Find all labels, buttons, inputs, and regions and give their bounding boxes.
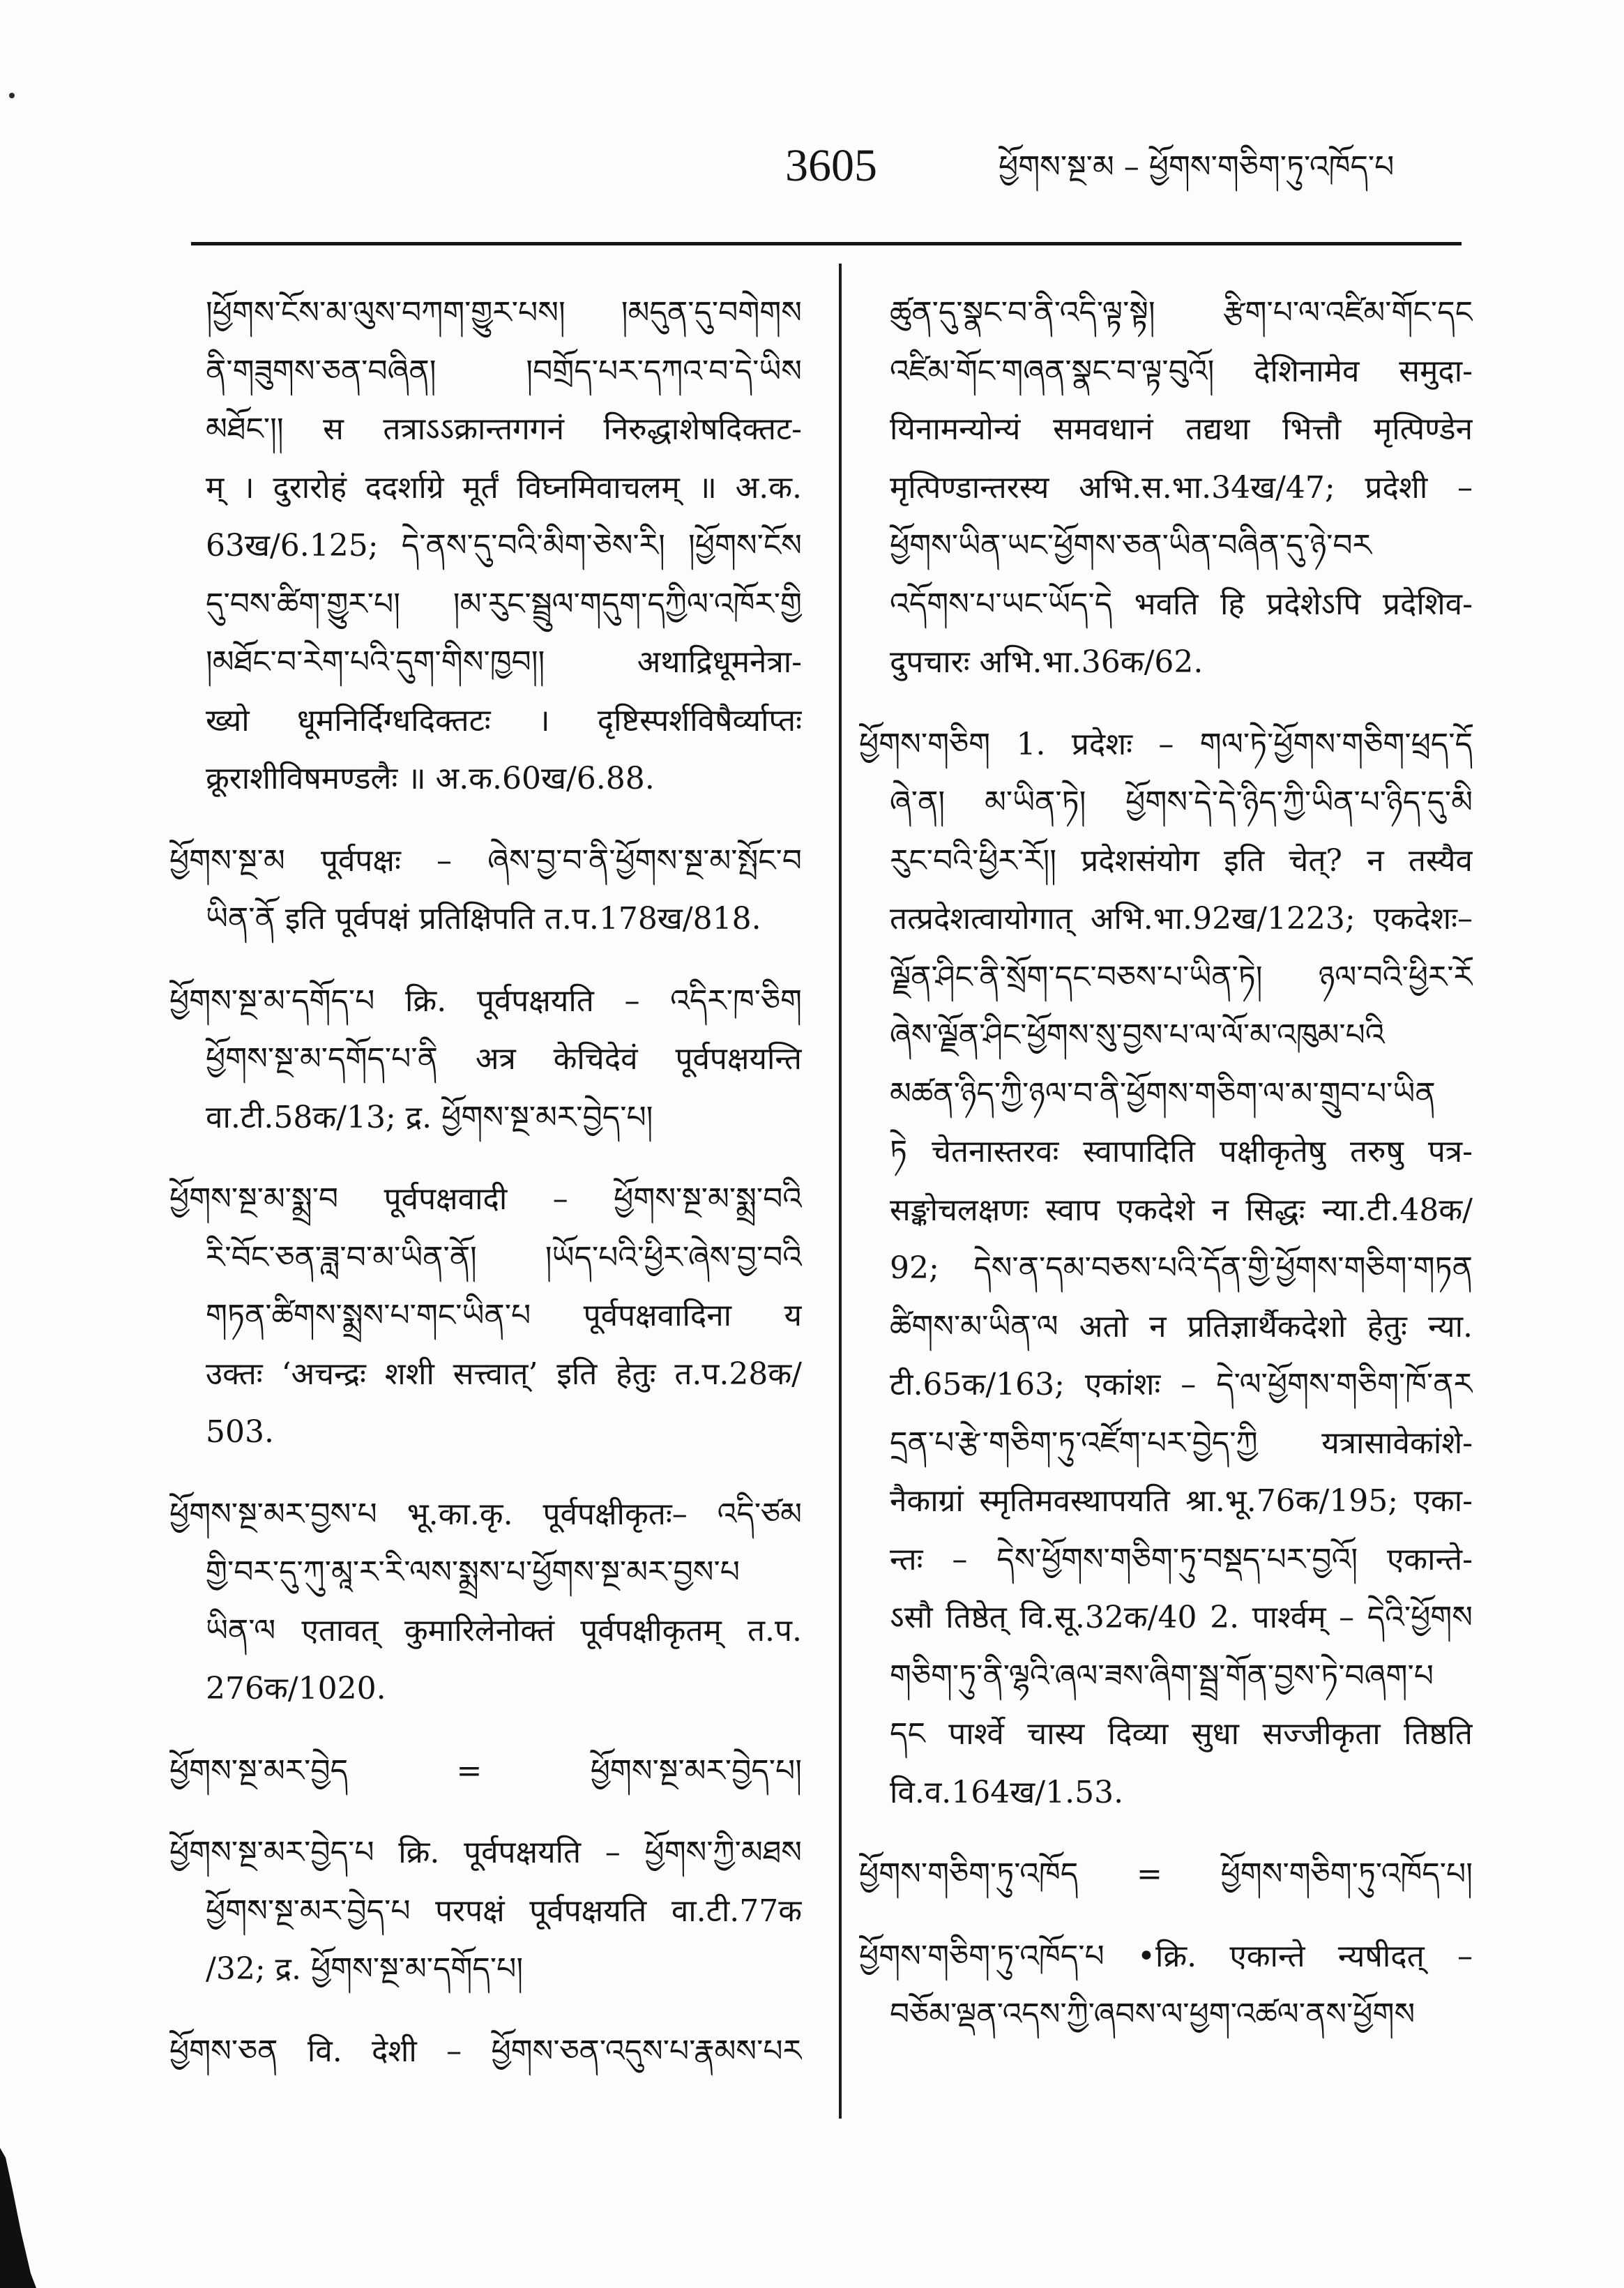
text-line: ཡིན་ལ एतावत् कुमारिलेनोक्तं पूर्वपक्षीकृतम् त.प. <box>206 1612 802 1649</box>
scan-edge-mark <box>0 2148 36 2288</box>
text-line: 503. <box>206 1414 274 1450</box>
dictionary-entry <box>169 972 802 1147</box>
text-line: ནི་གཟུགས་ཅན་བཞིན། །བགྲོད་པར་དཀའ་བ་དེ་ཡིས <box>206 353 802 389</box>
entry-text: = ཕྱོགས་སྔ་མར་བྱེད་པ། <box>456 1752 802 1789</box>
entry-text: पूर्वपक्षः – ཞེས་བྱ་བ་ནི་ཕྱོགས་སྔ་མ་སྤོང་བ <box>320 842 802 879</box>
text-line: དུ་བས་ཚིག་གྱུར་པ། །མ་རུང་སྦྲུལ་གདུག་དཀྱིལ་འཁོར་གྱི <box>206 586 802 622</box>
dictionary-entry <box>859 1927 1473 2044</box>
text-line: ཞེ་ན། མ་ཡིན་ཏེ། ཕྱོགས་དེ་དེ་ཉིད་ཀྱི་ཡིན་པ་ཉིད་དུ་མི <box>890 785 1473 820</box>
dictionary-entry <box>169 1742 802 1801</box>
text-line: 92; དེས་ན་དམ་བཅས་པའི་དོན་གྱི་ཕྱོགས་གཅིག་གཏན <box>890 1250 1473 1286</box>
text-line: वि.व.164ख/1.53. <box>890 1774 1124 1810</box>
dictionary-entry <box>169 1824 802 1999</box>
text-line: सङ्कोचलक्षणः स्वाप एकदेशे न सिद्धः न्या.टी.48क/ <box>890 1192 1473 1228</box>
entry-text: भू.का.कृ. पूर्वपक्षीकृतः– འདི་ཙམ <box>407 1496 802 1532</box>
text-line: यिनामन्योन्यं समवधानं तद्यथा भित्तौ मृत्पिण्डेन <box>890 411 1473 447</box>
entry-first-line <box>169 1824 802 1882</box>
text-line: क्रूराशीविषमण्डलैः ॥ अ.क.60ख/6.88. <box>206 761 655 796</box>
headword: ཕྱོགས་སྔ་མར་བྱེད <box>169 1752 349 1789</box>
headword: ཕྱོགས་སྔ་མ་སྨྲ་བ <box>169 1181 339 1217</box>
page-number: 3605 <box>785 140 877 191</box>
entry-text: क्रि. पूर्वपक्षयति – ཕྱོགས་ཀྱི་མཐས <box>398 1835 802 1870</box>
entry-text: •क्रि. एकान्ते न्यषीदत् – <box>1137 1938 1473 1974</box>
text-line: །མཐོང་བ་རེག་པའི་དུག་གིས་ཁྱབ།། अथाद्रिधूमनेत्रा- <box>206 644 802 680</box>
text-line: ཚིགས་མ་ཡིན་ལ अतो न प्रतिज्ञार्थैकदेशो हेतुः न्या. <box>890 1308 1473 1344</box>
text-line: འདོགས་པ་ཡང་ཡོད་དེ भवति हि प्रदेशेऽपि प्रदेशिव- <box>890 586 1473 622</box>
text-line: म् । दुरारोहं ददर्शाग्रे मूर्तं विघ्नमिवाचलम् ॥ अ.क. <box>206 469 802 506</box>
entry-text: = ཕྱོགས་གཅིག་ཏུ་འཁོད་པ། <box>1136 1856 1473 1892</box>
entry-first-line <box>169 1170 802 1229</box>
text-line: མཚན་ཉིད་ཀྱི་ཉལ་བ་ནི་ཕྱོགས་གཅིག་ལ་མ་གྲུབ་པ་ཡིན <box>890 1075 1436 1112</box>
entry-first-line <box>859 715 1473 774</box>
text-line: གཅིག་ཏུ་ནི་ལྷའི་ཞལ་ཟས་ཞིག་སྦྲ་གོན་བྱས་ཏེ་བཞག་པ <box>890 1658 1434 1694</box>
text-line: ཚུན་དུ་སྣང་བ་ནི་འདི་ལྟ་སྟེ། རྩིག་པ་ལ་འཛིམ་གོང་དང <box>890 295 1473 331</box>
text-line: ཡིན་ནོ इति पूर्वपक्षं प्रतिक्षिपति त.प.178ख/818. <box>206 901 761 937</box>
entry-text: वि. देशी – ཕྱོགས་ཅན་འདུས་པ་རྣམས་པར <box>307 2033 802 2069</box>
dictionary-entry <box>169 2022 802 2081</box>
text-line: 276क/1020. <box>206 1671 386 1706</box>
text-line: དང पार्श्वे चास्य दिव्या सुधा सज्जीकृता तिष्ठति <box>890 1716 1473 1752</box>
text-line: मृत्पिण्डान्तरस्य अभि.स.भा.34ख/47; प्रदेशी – <box>890 469 1473 506</box>
continued-text <box>169 284 802 808</box>
entry-first-line <box>169 832 802 891</box>
running-head: ཕྱོགས་སྔ་མ – ཕྱོགས་གཅིག་ཏུ་འཁོད་པ <box>999 149 1395 185</box>
dictionary-entry <box>859 1845 1473 1904</box>
entry-first-line <box>169 2022 802 2081</box>
text-line: ཕྱོགས་སྔ་མ་དགོད་པ་ནི अत्र केचिदेवं पूर्वपक्षयन्ति <box>206 1041 802 1077</box>
headword: ཕྱོགས་ཅན <box>169 2033 278 2069</box>
text-line: ख्यो धूमनिर्दिग्धदिक्तटः । दृष्टिस्पर्शविषैर्व्याप्तः <box>206 702 802 738</box>
entry-first-line <box>169 1742 802 1801</box>
text-line: མཐོང་།། स तत्राऽऽक्रान्तगगनं निरुद्धाशेषदिक्तट- <box>206 411 802 447</box>
text-line: གཏན་ཚིགས་སྨྲས་པ་གང་ཡིན་པ पूर्वपक्षवादिना य <box>206 1298 802 1333</box>
text-line: तत्प्रदेशत्वायोगात् अभि.भा.92ख/1223; एकदेशः– <box>890 901 1473 937</box>
headword: ཕྱོགས་སྔ་མར་བྱས་པ <box>169 1496 377 1532</box>
headword: ཕྱོགས་གཅིག་ཏུ་འཁོད་པ <box>859 1938 1105 1974</box>
left-column <box>169 284 802 2080</box>
entry-text: 1. प्रदेशः – གལ་ཏེ་ཕྱོགས་གཅིག་ཕྲད་དོ <box>1016 726 1473 762</box>
text-line: /32; द्र. ཕྱོགས་སྔ་མ་དགོད་པ། <box>206 1951 524 1987</box>
dictionary-entry <box>169 1170 802 1462</box>
text-line: वा.टी.58क/13; द्र. ཕྱོགས་སྔ་མར་བྱེད་པ། <box>206 1099 653 1135</box>
entry-first-line <box>169 1485 802 1544</box>
headword: ཕྱོགས་གཅིག་ཏུ་འཁོད <box>859 1856 1079 1892</box>
text-line: ཏེ चेतनास्तरवः स्वापादिति पक्षीकृतेषु तरुषु पत्र- <box>890 1134 1473 1169</box>
entry-text: क्रि. पूर्वपक्षयति – འདིར་ཁ་ཅིག <box>405 983 802 1019</box>
text-line: 63ख/6.125; དེ་ནས་དུ་བའི་མིག་ཅེས་རི། །ཕྱོགས་ངོས <box>206 528 802 563</box>
header-rule <box>191 242 1462 245</box>
headword: ཕྱོགས་སྔ་མ་དགོད་པ <box>169 983 375 1019</box>
text-line: टी.65क/163; एकांशः – དེ་ལ་ཕྱོགས་གཅིག་ཁོ་ནར <box>890 1367 1473 1402</box>
text-line: ཕྱོགས་ཡིན་ཡང་ཕྱོགས་ཅན་ཡིན་བཞིན་དུ་ཉེ་བར <box>890 528 1372 563</box>
entry-first-line <box>169 972 802 1031</box>
continued-text <box>859 284 1473 692</box>
text-line: ལྗོན་ཤིང་ནི་སྲོག་དང་བཅས་པ་ཡིན་ཏེ། ཉལ་བའི་ཕྱིར་རོ <box>890 959 1473 995</box>
headword: ཕྱོགས་སྔ་མར་བྱེད་པ <box>169 1835 374 1870</box>
text-line: उक्तः ‘अचन्द्रः शशी सत्त्वात्’ इति हेतुः त.प.28क/ <box>206 1356 802 1392</box>
headword: ཕྱོགས་གཅིག <box>859 726 991 762</box>
entry-first-line <box>859 1845 1473 1904</box>
text-line: བཅོམ་ལྡན་འདས་ཀྱི་ཞབས་ལ་ཕྱག་འཚལ་ནས་ཕྱོགས <box>890 1997 1416 2032</box>
dictionary-entry <box>169 1485 802 1718</box>
text-line: ऽसौ तिष्ठेत् वि.सू.32क/40 2. पार्श्वम् – དེའི་ཕྱོགས <box>890 1600 1473 1635</box>
text-line: दुपचारः अभि.भा.36क/62. <box>890 644 1204 680</box>
text-line: རུང་བའི་ཕྱིར་རོ།། प्रदेशसंयोग इति चेत्? न तस्यैव <box>890 842 1473 879</box>
dictionary-entry <box>169 832 802 948</box>
text-line: གྱི་བར་དུ་ཀུ་མཱ་ར་རི་ལས་སྨྲས་པ་ཕྱོགས་སྔ་མར་བྱས་པ <box>206 1554 740 1590</box>
text-line: ཕྱོགས་སྔ་མར་བྱེད་པ परपक्षं पूर्वपक्षयति वा.टी.77क <box>206 1893 802 1929</box>
column-divider <box>839 264 842 2119</box>
headword: ཕྱོགས་སྔ་མ <box>169 842 285 879</box>
dictionary-entry <box>859 715 1473 1822</box>
text-line: འཛིམ་གོང་གཞན་སྣང་བ་ལྟ་བུའོ། देशिनामेव समुदा- <box>890 353 1473 389</box>
text-line: न्तः – དེས་ཕྱོགས་གཅིག་ཏུ་བསྡད་པར་བྱའོ། एकान्ते- <box>890 1541 1473 1577</box>
right-column <box>859 284 1473 2044</box>
entry-text: पूर्वपक्षवादी – ཕྱོགས་སྔ་མ་སྨྲ་བའི <box>384 1181 802 1217</box>
entry-first-line <box>859 1927 1473 1986</box>
text-line: ཞེས་ལྗོན་ཤིང་ཕྱོགས་སུ་བྱས་པ་ལ་ལོ་མ་འཁུམ་པའི <box>890 1017 1385 1053</box>
text-line: नैकाग्रां स्मृतिमवस्थापयति श्रा.भू.76क/195; एका- <box>890 1483 1473 1519</box>
text-line: དྲན་པ་རྩེ་གཅིག་ཏུ་འཛོག་པར་བྱེད་ཀྱི यत्रासावेकांशे- <box>890 1425 1473 1461</box>
text-line: རི་བོང་ཅན་ཟླ་བ་མ་ཡིན་ནོ། །ཡོད་པའི་ཕྱིར་ཞེས་བྱ་བའི <box>206 1239 802 1275</box>
text-line: །ཕྱོགས་ངོས་མ་ལུས་བཀག་གྱུར་པས། །མདུན་དུ་བགེགས <box>206 295 802 331</box>
scan-speck <box>7 91 17 100</box>
